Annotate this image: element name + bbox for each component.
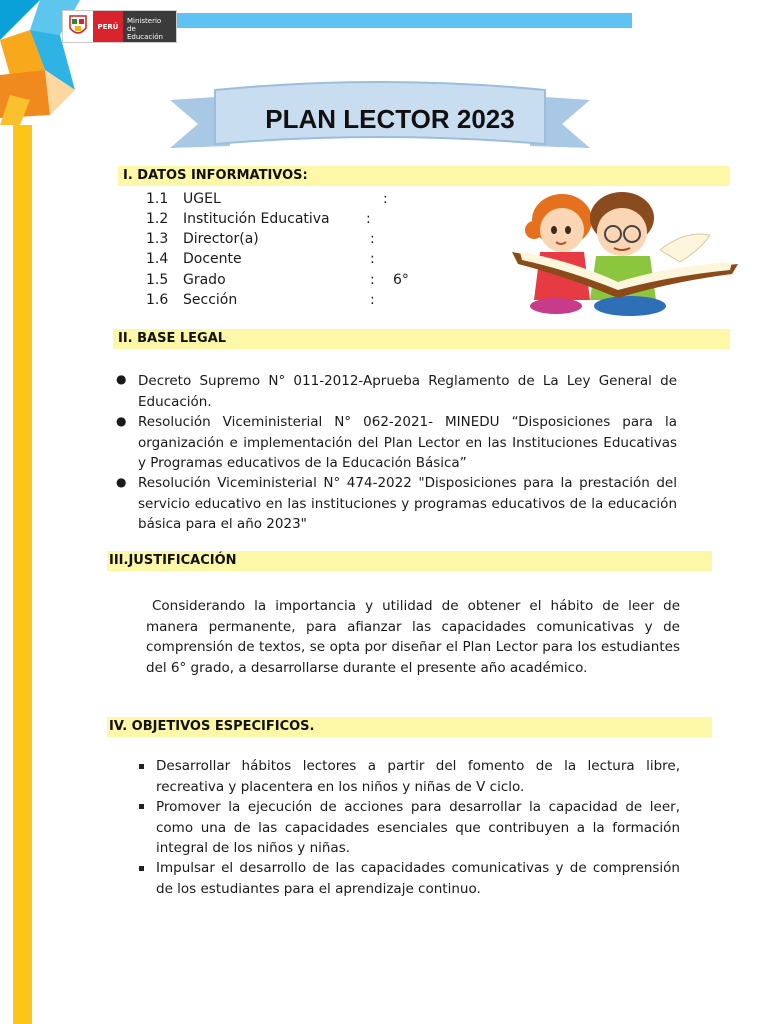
info-num: 1.3 bbox=[146, 231, 169, 247]
bullet-dot-icon: ● bbox=[116, 475, 127, 489]
info-colon: : bbox=[383, 191, 388, 207]
section-base-legal-heading-text: II. BASE LEGAL bbox=[118, 331, 227, 346]
info-colon: : bbox=[370, 231, 375, 247]
info-num: 1.1 bbox=[146, 191, 169, 207]
info-colon: : bbox=[370, 292, 375, 308]
info-label: Sección bbox=[183, 292, 238, 308]
info-label: Grado bbox=[183, 272, 226, 288]
logo-ministry-line2: de Educación bbox=[127, 25, 163, 41]
section-justificacion-heading bbox=[107, 551, 712, 571]
info-num: 1.6 bbox=[146, 292, 169, 308]
logo-ministry-line1: Ministerio bbox=[127, 17, 162, 25]
page-title: PLAN LECTOR 2023 bbox=[265, 104, 515, 134]
info-num: 1.4 bbox=[146, 251, 169, 267]
section-objetivos-heading bbox=[107, 717, 712, 737]
objetivo-item: Desarrollar hábitos lectores a partir del fomento de la lectura libre, recreativa y placentera en los niños y niñas de V ciclo. bbox=[156, 758, 680, 795]
section-justificacion-heading-text: III.JUSTIFICACIÓN bbox=[109, 553, 237, 568]
info-label: UGEL bbox=[183, 191, 221, 207]
info-label: Docente bbox=[183, 251, 242, 267]
info-num: 1.5 bbox=[146, 272, 169, 288]
info-colon: : bbox=[366, 211, 371, 227]
legal-item: Decreto Supremo N° 011-2012-Aprueba Reglamento de La Ley General de Educación. bbox=[138, 373, 677, 410]
info-colon: : bbox=[370, 251, 375, 267]
section-base-legal-heading bbox=[113, 329, 730, 349]
square-bullet-icon bbox=[139, 804, 144, 809]
square-bullet-icon bbox=[139, 866, 144, 871]
info-colon: : bbox=[370, 272, 375, 288]
objetivo-item: Impulsar el desarrollo de las capacidades comunicativas y de comprensión de los estudiantes para el aprendizaje continuo. bbox=[156, 860, 680, 897]
objetivo-item: Promover la ejecución de acciones para desarrollar la capacidad de leer, como una de las capacidades esenciales que contribuyen a la formación integral de los niños y niñas. bbox=[156, 799, 680, 856]
top-blue-bar bbox=[175, 13, 632, 28]
peru-shield-icon bbox=[63, 11, 93, 40]
legal-item: Resolución Viceministerial N° 474-2022 "Disposiciones para la prestación del servicio educativo en las instituciones y programas educativos de la educación básica para el año 2023" bbox=[138, 475, 677, 532]
ministry-logo bbox=[62, 10, 177, 43]
logo-ministry bbox=[123, 11, 176, 42]
kids-reading-illustration bbox=[510, 190, 742, 322]
section-datos-heading bbox=[118, 166, 730, 186]
logo-country: PERÚ bbox=[93, 11, 123, 42]
square-bullet-icon bbox=[139, 764, 144, 769]
legal-item: Resolución Viceministerial N° 062-2021- MINEDU “Disposiciones para la organización e implementación del Plan Lector en las Instituciones Educativas y Programas educativos de la Educación Básica” bbox=[138, 414, 677, 471]
section-datos-heading-text: I. DATOS INFORMATIVOS: bbox=[123, 168, 308, 183]
section-objetivos-heading-text: IV. OBJETIVOS ESPECIFICOS. bbox=[109, 719, 315, 734]
info-label: Director(a) bbox=[183, 231, 259, 247]
bullet-dot-icon: ● bbox=[116, 372, 127, 386]
info-value-grado: 6° bbox=[393, 272, 409, 288]
info-label: Institución Educativa bbox=[183, 211, 330, 227]
justificacion-text: Considerando la importancia y utilidad de obtener el hábito de leer de manera permanente, para afianzar las capacidades comunicativas y de comprensión de textos, se opta por diseñar el Plan Lector para los estudiantes del 6° grado, a desarrollarse durante el presente año académico. bbox=[146, 598, 680, 676]
bullet-dot-icon: ● bbox=[116, 414, 127, 428]
info-num: 1.2 bbox=[146, 211, 169, 227]
left-yellow-bar bbox=[13, 125, 32, 1024]
